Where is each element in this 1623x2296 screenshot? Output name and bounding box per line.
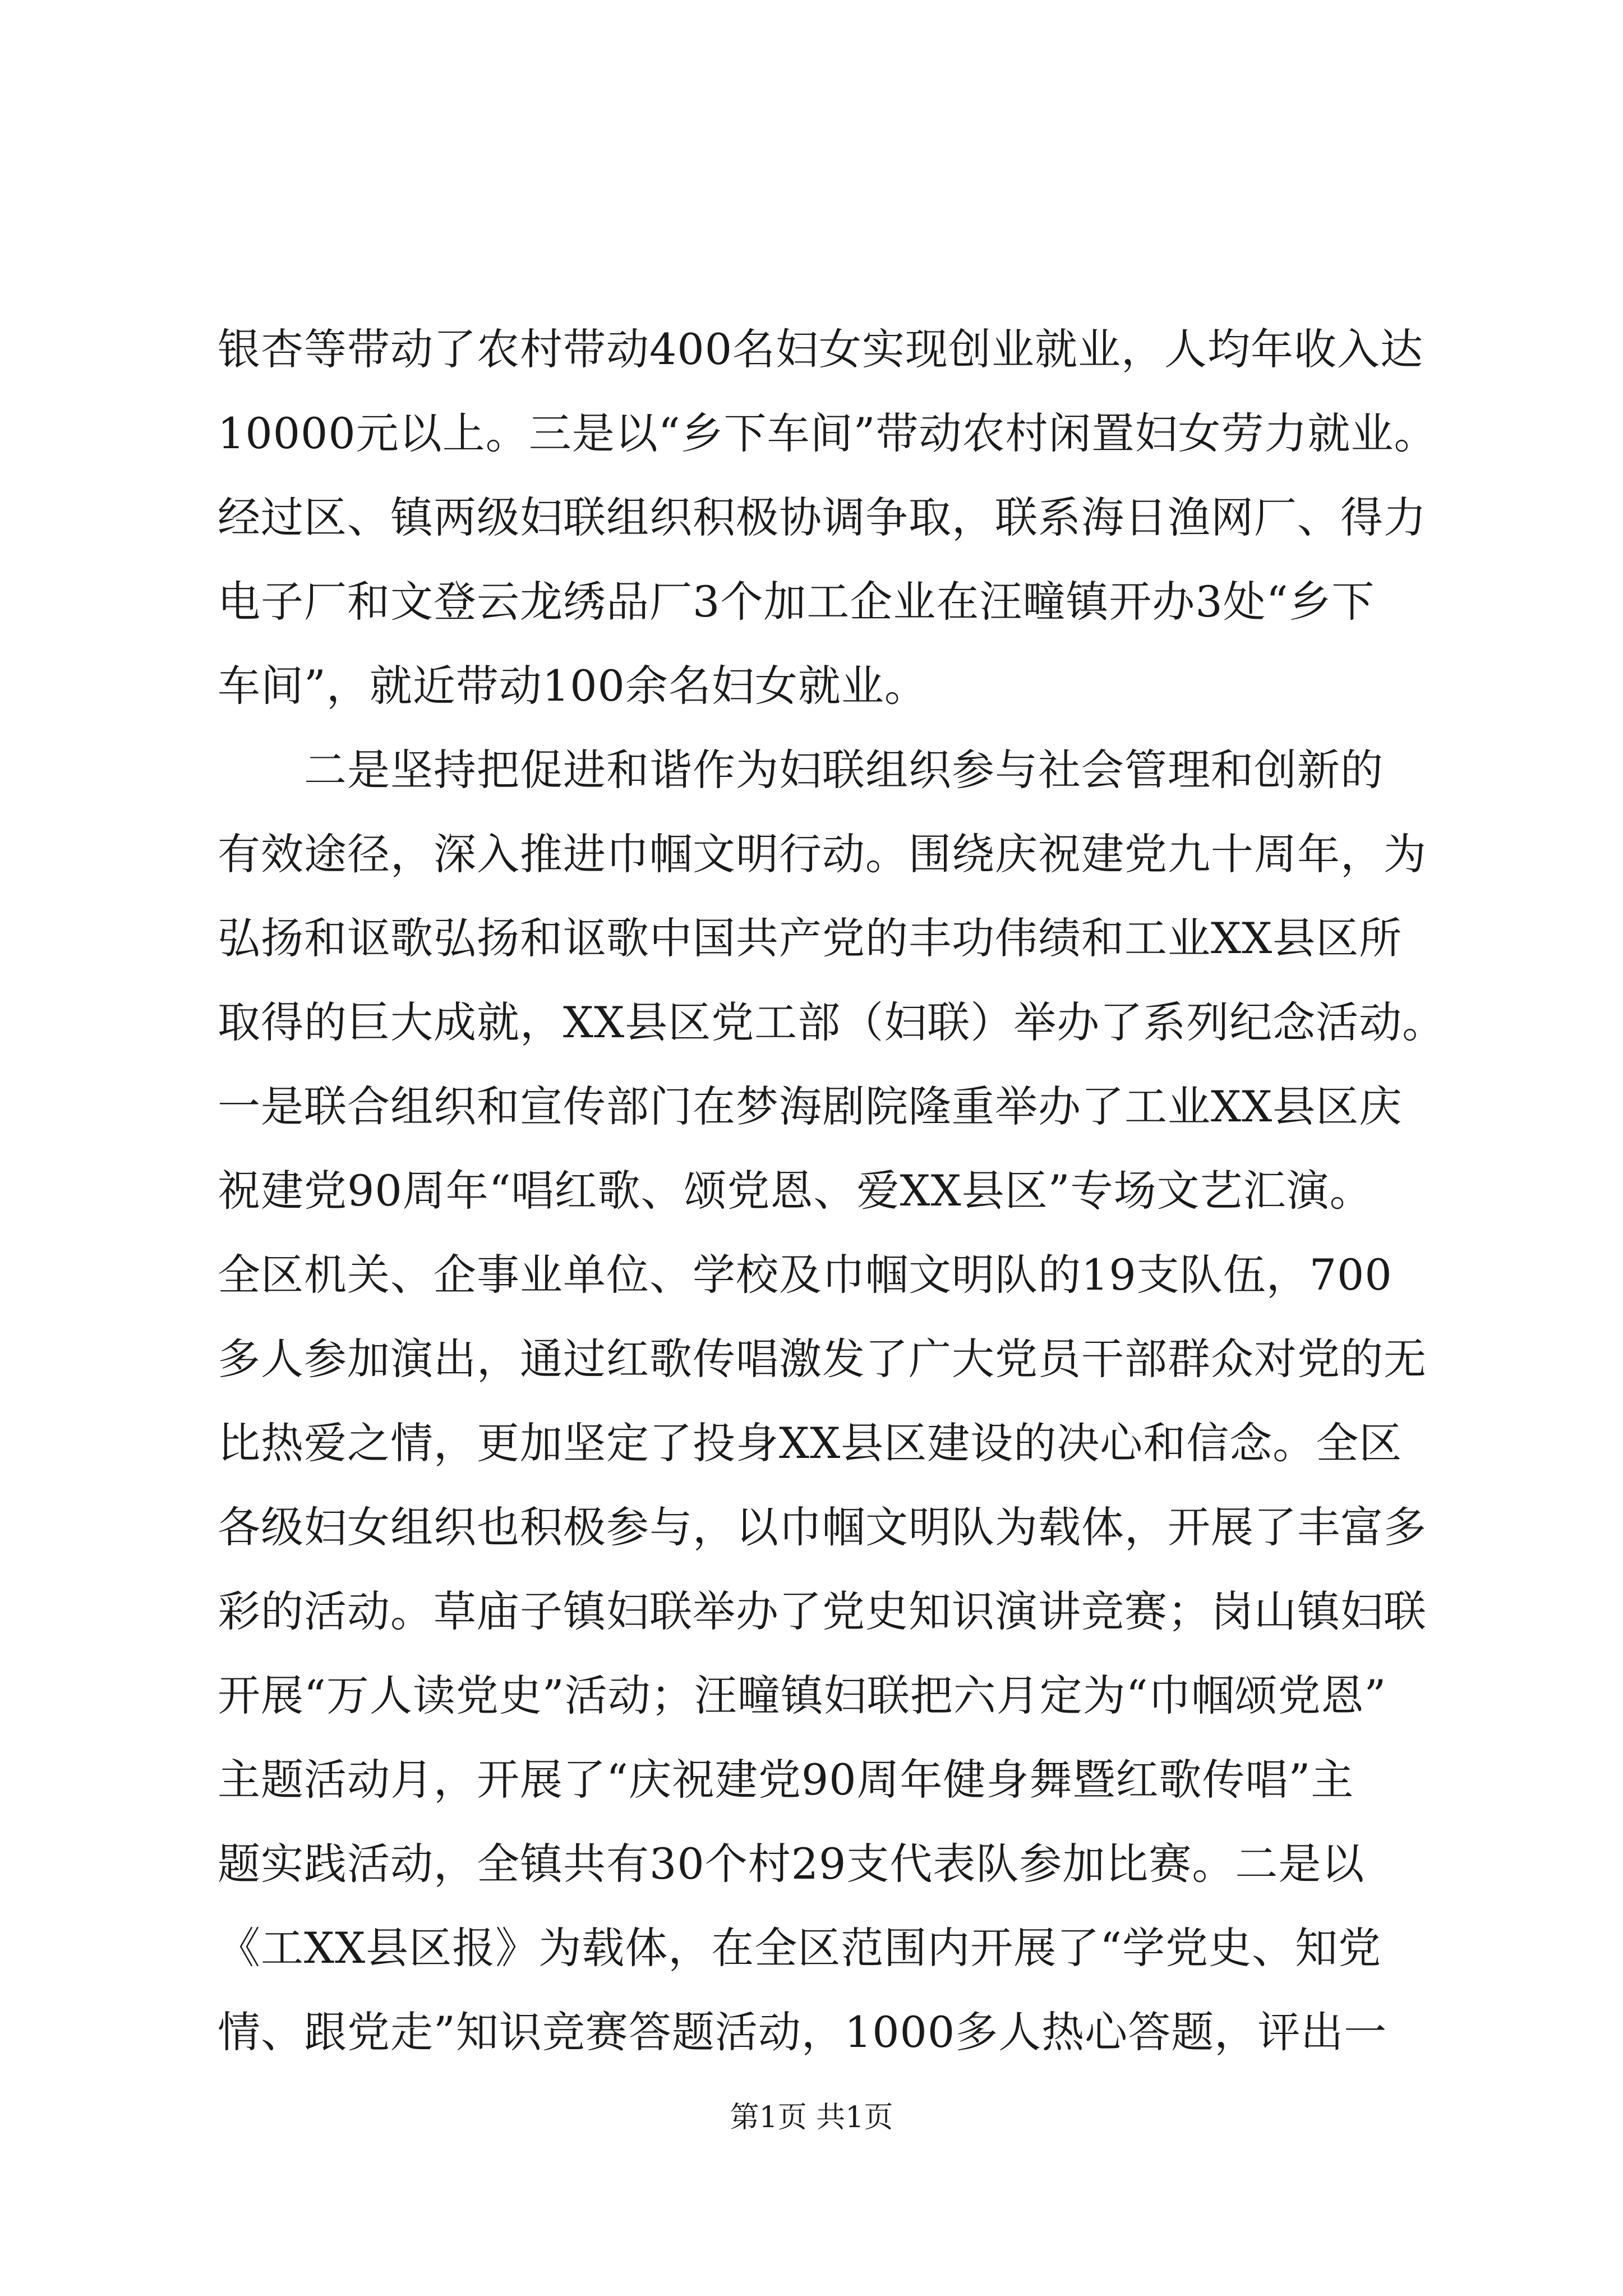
- text-line: 二是坚持把促进和谐作为妇联组织参与社会管理和创新的: [218, 745, 1384, 795]
- text-line: 经过区、镇两级妇联组织积极协调争取，联系海日渔网厂、得力: [218, 493, 1427, 542]
- text-line: 电子厂和文登云龙绣品厂3个加工企业在汪疃镇开办3处“乡下: [218, 577, 1375, 627]
- text-line: 有效途径，深入推进巾帼文明行动。围绕庆祝建党九十周年，为: [218, 829, 1427, 879]
- text-line: 多人参加演出，通过红歌传唱激发了广大党员干部群众对党的无: [218, 1334, 1427, 1384]
- text-line: 主题活动月，开展了“庆祝建党90周年健身舞暨红歌传唱”主: [218, 1755, 1354, 1805]
- body-text: [218, 307, 1446, 2074]
- text-line: 取得的巨大成就，XX县区党工部（妇联）举办了系列纪念活动。: [218, 997, 1446, 1047]
- text-line: 全区机关、企事业单位、学校及巾帼文明队的19支队伍，700: [218, 1250, 1393, 1300]
- page-number-label: 第1页 共1页: [730, 2101, 893, 2134]
- text-line: 车间”，就近带动100余名妇女就业。: [218, 661, 928, 711]
- text-line: 彩的活动。草庙子镇妇联举办了党史知识演讲竞赛；岗山镇妇联: [218, 1586, 1427, 1636]
- text-line: 情、跟党走”知识竞赛答题活动，1000多人热心答题，评出一: [218, 2007, 1387, 2057]
- text-line: 10000元以上。三是以“乡下车间”带动农村闲置妇女劳力就业。: [218, 408, 1437, 458]
- text-line: 比热爱之情，更加坚定了投身XX县区建设的决心和信念。全区: [218, 1418, 1403, 1468]
- page-footer: [0, 2098, 1623, 2137]
- text-line: 一是联合组织和宣传部门在梦海剧院隆重举办了工业XX县区庆: [218, 1082, 1403, 1131]
- text-line: 祝建党90周年“唱红歌、颂党恩、爱XX县区”专场文艺汇演。: [218, 1166, 1373, 1216]
- text-line: 各级妇女组织也积极参与，以巾帼文明队为载体，开展了丰富多: [218, 1502, 1427, 1552]
- text-line: 弘扬和讴歌弘扬和讴歌中国共产党的丰功伟绩和工业XX县区所: [218, 913, 1403, 963]
- text-line: 开展“万人读党史”活动；汪疃镇妇联把六月定为“巾帼颂党恩”: [218, 1671, 1387, 1720]
- text-line: 银杏等带动了农村带动400名妇女实现创业就业，人均年收入达: [218, 324, 1424, 374]
- text-line: 《工XX县区报》为载体，在全区范围内开展了“学党史、知党: [218, 1923, 1382, 1973]
- text-line: 题实践活动，全镇共有30个村29支代表队参加比赛。二是以: [218, 1839, 1365, 1889]
